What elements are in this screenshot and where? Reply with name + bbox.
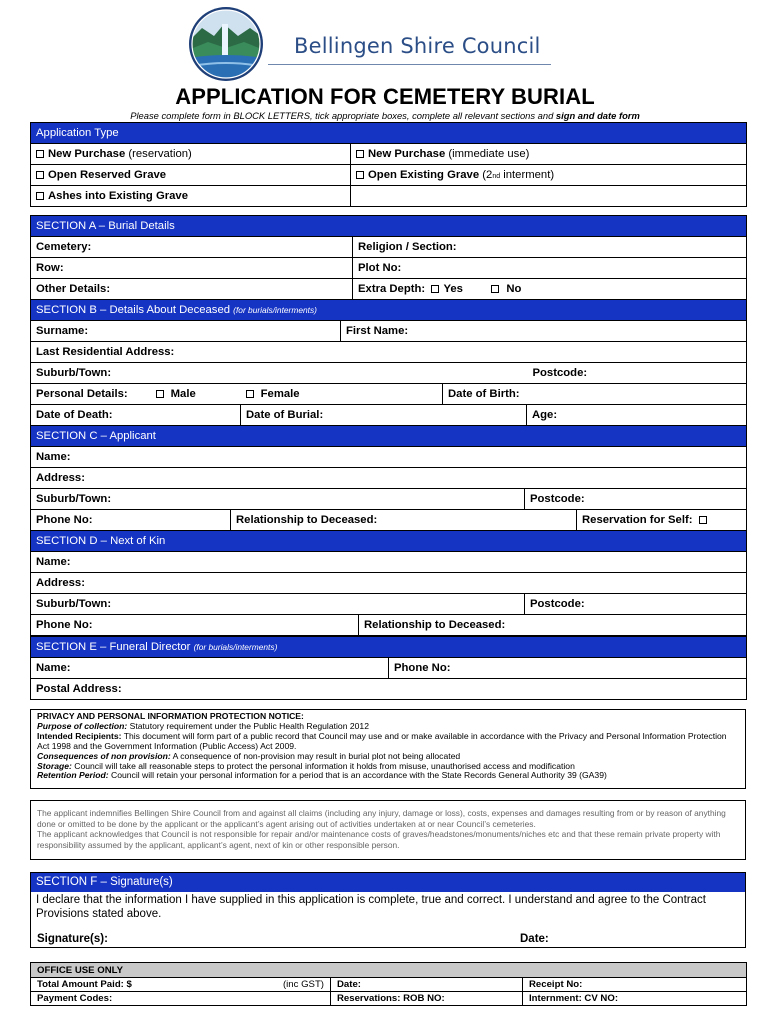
privacy-retention: Retention Period: Council will retain your personal information for a period that is an accordance with the State Records General Authority 39 (GA39)	[37, 770, 607, 781]
section-a-header: SECTION A – Burial Details	[31, 216, 747, 237]
checkbox-icon[interactable]	[156, 390, 164, 398]
privacy-notice	[30, 709, 746, 789]
checkbox-icon[interactable]	[431, 285, 439, 293]
form-instructions: Please complete form in BLOCK LETTERS, tick appropriate boxes, complete all relevant sections and sign and date form	[130, 110, 640, 121]
female-option[interactable]: Female	[241, 384, 443, 405]
extra-depth-field[interactable]: Extra Depth: Yes No	[353, 279, 747, 300]
open-existing-grave-option[interactable]: Open Existing Grave (2nd interment)	[351, 165, 747, 186]
age-field[interactable]: Age:	[527, 405, 747, 426]
kin-postcode-field[interactable]: Postcode:	[525, 594, 747, 615]
date-of-birth-field[interactable]: Date of Birth:	[443, 384, 747, 405]
payment-codes-field[interactable]: Payment Codes:	[31, 992, 331, 1006]
checkbox-icon[interactable]	[246, 390, 254, 398]
kin-phone-field[interactable]: Phone No:	[31, 615, 359, 636]
deceased-suburb-field[interactable]: Suburb/Town:	[31, 363, 527, 384]
surname-field[interactable]: Surname:	[31, 321, 341, 342]
applicant-name-field[interactable]: Name:	[31, 447, 747, 468]
office-date-field[interactable]: Date:	[331, 978, 523, 992]
declaration-text: I declare that the information I have supplied in this application is complete, true and correct. I understand and agree to the Contract Provisions stated above.	[36, 894, 706, 920]
council-logo	[188, 6, 264, 82]
kin-name-field[interactable]: Name:	[31, 552, 747, 573]
total-paid-field[interactable]: Total Amount Paid: $	[31, 978, 271, 992]
religion-section-field[interactable]: Religion / Section:	[353, 237, 747, 258]
section-d-header: SECTION D – Next of Kin	[31, 531, 747, 552]
council-name: Bellingen Shire Council	[294, 34, 541, 58]
internment-field[interactable]: Internment: CV NO:	[523, 992, 747, 1006]
section-e-table	[30, 636, 747, 700]
applicant-address-field[interactable]: Address:	[31, 468, 747, 489]
male-option[interactable]: Male	[151, 384, 241, 405]
deceased-postcode-field[interactable]: Postcode:	[527, 363, 747, 384]
row-field[interactable]: Row:	[31, 258, 353, 279]
council-underline	[268, 64, 551, 65]
checkbox-icon[interactable]	[36, 171, 44, 179]
cemetery-field[interactable]: Cemetery:	[31, 237, 353, 258]
new-purchase-immediate-option[interactable]: New Purchase (immediate use)	[351, 144, 747, 165]
reservations-field[interactable]: Reservations: ROB NO:	[331, 992, 523, 1006]
signature-date-field[interactable]: Date:	[520, 933, 549, 945]
date-of-death-field[interactable]: Date of Death:	[31, 405, 241, 426]
form-title: APPLICATION FOR CEMETERY BURIAL	[175, 84, 595, 109]
section-c-table	[30, 425, 747, 531]
empty-cell	[351, 186, 747, 207]
checkbox-icon[interactable]	[699, 516, 707, 524]
section-e-header: SECTION E – Funeral Director (for burials/interments)	[31, 637, 747, 658]
plot-field[interactable]: Plot No:	[353, 258, 747, 279]
checkbox-icon[interactable]	[36, 192, 44, 200]
privacy-recipients: Intended Recipients: This document will form part of a public record that Council may use and or make available in accordance with the Privacy and Personal Information Protection Act 1998 and the Government Information (Public Access) Act 2009.	[37, 730, 727, 751]
section-b-table	[30, 299, 747, 426]
privacy-purpose: Purpose of collection: Statutory requirement under the Public Health Regulation 2012	[37, 720, 369, 731]
personal-details-label: Personal Details:	[31, 384, 151, 405]
applicant-postcode-field[interactable]: Postcode:	[525, 489, 747, 510]
reservation-for-self-option[interactable]: Reservation for Self:	[577, 510, 747, 531]
section-c-header: SECTION C – Applicant	[31, 426, 747, 447]
date-of-burial-field[interactable]: Date of Burial:	[241, 405, 527, 426]
applicant-relationship-field[interactable]: Relationship to Deceased:	[231, 510, 577, 531]
open-reserved-grave-option[interactable]: Open Reserved Grave	[31, 165, 351, 186]
applicant-suburb-field[interactable]: Suburb/Town:	[31, 489, 525, 510]
first-name-field[interactable]: First Name:	[341, 321, 747, 342]
ashes-existing-grave-option[interactable]: Ashes into Existing Grave	[31, 186, 351, 207]
acknowledgement-text: The applicant acknowledges that Council is not responsible for repair and/or maintenance costs of graves/headstones/monuments/niches etc and that these remain private property with responsibility assumed by the applicant, applicant’s agent, next of kin or other responsible person.	[37, 829, 721, 850]
section-b-header: SECTION B – Details About Deceased (for burials/interments)	[31, 300, 747, 321]
section-f-header: SECTION F – Signature(s)	[31, 873, 745, 892]
privacy-title: PRIVACY AND PERSONAL INFORMATION PROTECTION NOTICE:	[37, 711, 304, 721]
section-d-table	[30, 530, 747, 636]
signature-field[interactable]: Signature(s):	[37, 933, 108, 945]
office-use-header: OFFICE USE ONLY	[31, 963, 747, 978]
section-a-table	[30, 215, 747, 300]
kin-suburb-field[interactable]: Suburb/Town:	[31, 594, 525, 615]
privacy-consequences: Consequences of non provision: A consequence of non-provision may result in burial plot not being allocated	[37, 750, 461, 761]
section-f	[30, 872, 746, 948]
indemnity-text: The applicant indemnifies Bellingen Shire Council from and against all claims (including any injury, damage or loss), costs, expenses and damages resulting from or by reason of anything done or omitted to be done by the applicant or the applicant’s agent arising out of activities undertaken at or near Council’s cemeteries.	[37, 808, 726, 829]
director-phone-field[interactable]: Phone No:	[389, 658, 747, 679]
privacy-storage: Storage: Council will take all reasonable steps to protect the personal information it holds from misuse, unauthorised access and modification	[37, 760, 575, 771]
director-name-field[interactable]: Name:	[31, 658, 389, 679]
indemnity-box	[30, 800, 746, 860]
office-use-table	[30, 962, 747, 1006]
applicant-phone-field[interactable]: Phone No:	[31, 510, 231, 531]
director-postal-field[interactable]: Postal Address:	[31, 679, 747, 700]
kin-address-field[interactable]: Address:	[31, 573, 747, 594]
other-details-field[interactable]: Other Details:	[31, 279, 353, 300]
new-purchase-reservation-option[interactable]: New Purchase (reservation)	[31, 144, 351, 165]
receipt-field[interactable]: Receipt No:	[523, 978, 747, 992]
checkbox-icon[interactable]	[356, 171, 364, 179]
checkbox-icon[interactable]	[36, 150, 44, 158]
application-type-table	[30, 122, 747, 207]
application-type-header: Application Type	[31, 123, 747, 144]
last-address-field[interactable]: Last Residential Address:	[31, 342, 747, 363]
checkbox-icon[interactable]	[491, 285, 499, 293]
gst-note: (inc GST)	[271, 978, 331, 992]
kin-relationship-field[interactable]: Relationship to Deceased:	[359, 615, 747, 636]
checkbox-icon[interactable]	[356, 150, 364, 158]
